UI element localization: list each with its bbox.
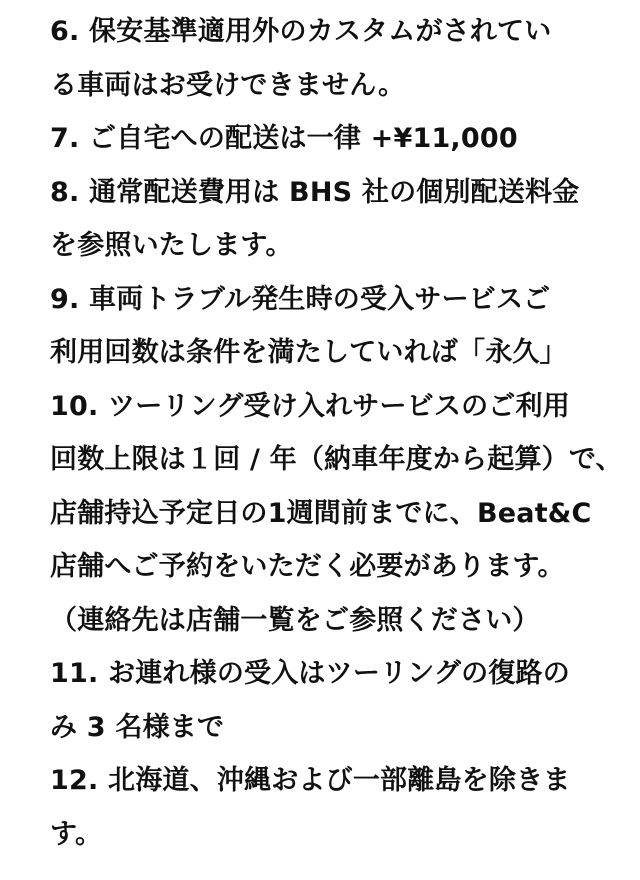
note-10-line-2: 回数上限は１回 / 年（納車年度から起算）で、 — [50, 444, 623, 475]
note-12-line-1: 12. 北海道、沖縄および一部離島を除きま — [50, 765, 571, 796]
note-10-line-5: （連絡先は店舗一覧をご参照ください） — [50, 604, 540, 636]
note-10-line-3: 店舗持込予定日の1週間前までに、Beat&C — [50, 497, 592, 529]
note-8-line-1: 8. 通常配送費用は BHS 社の個別配送料金 — [50, 176, 580, 208]
note-6-line-1: 6. 保安基準適用外のカスタムがされてい — [50, 16, 552, 47]
note-11-line-1: 11. お連れ様の受入はツーリングの復路の — [50, 658, 570, 689]
note-7-line-1: 7. ご自宅への配送は一律 +¥11,000 — [50, 123, 518, 154]
note-8-line-2: を参照いたします。 — [50, 230, 293, 261]
note-6-line-2: る車両はお受けできません。 — [50, 69, 406, 101]
note-9-line-2: 利用回数は条件を満たしていれば「永久」 — [50, 337, 567, 368]
note-10-line-1: 10. ツーリング受け入れサービスのご利用 — [50, 390, 570, 422]
note-9-line-1: 9. 車両トラブル発生時の受入サービスご — [50, 283, 551, 315]
note-11-line-2: み 3 名様まで — [50, 711, 225, 743]
note-12-line-2: す。 — [50, 818, 103, 850]
note-10-line-4: 店舗へご予約をいただく必要があります。 — [50, 551, 565, 582]
